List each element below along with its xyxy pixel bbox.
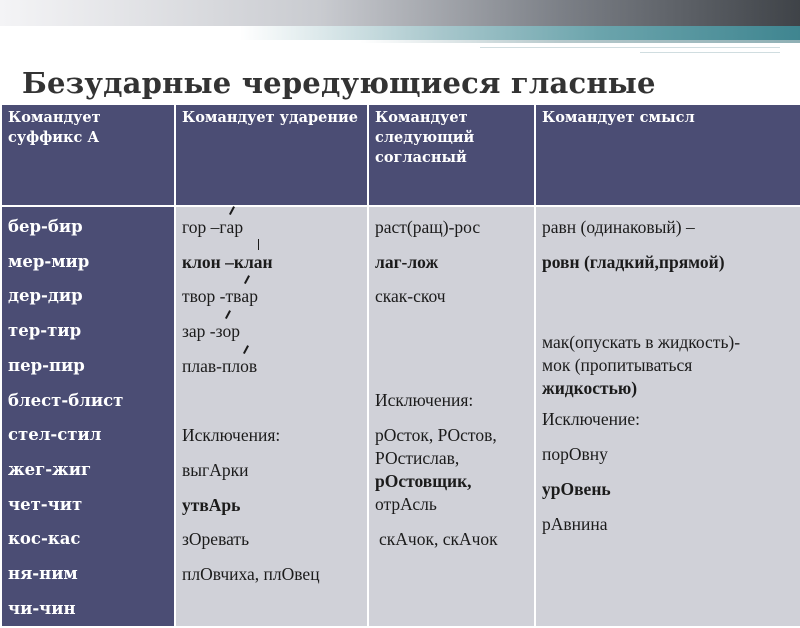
header-meaning: Командует смысл <box>535 104 800 206</box>
meaning-root: мок (пропитываться <box>542 355 693 376</box>
stress-root: твор -твар <box>182 279 361 314</box>
header-row <box>1 104 800 206</box>
meaning-column <box>535 206 800 627</box>
suffix-column <box>1 206 175 627</box>
exception-word: отрАсль <box>375 494 437 515</box>
exception-word: урОвень <box>542 478 611 499</box>
exception-word: порОвну <box>542 444 608 465</box>
header-suffix: Командует суффикс А <box>1 104 175 206</box>
root-pair: кос-кас <box>8 529 81 549</box>
stressed-vowel: а <box>227 210 235 245</box>
consonant-root: лаг-лож <box>375 251 439 272</box>
body-row <box>1 206 800 627</box>
root-pair: блест-блист <box>8 390 124 410</box>
stress-root: гор –гар <box>182 210 361 245</box>
exception-word: РОстислав, <box>375 448 460 469</box>
exception-label: Исключение: <box>542 409 640 430</box>
root-pair: бер-бир <box>8 217 83 236</box>
root-pair: чет-чит <box>8 494 83 514</box>
meaning-root: жидкостью) <box>542 378 638 399</box>
root-pair: жег-жиг <box>8 459 92 479</box>
exceptions-label: Исключения: <box>182 425 281 446</box>
root-pair: тер-тир <box>8 321 82 341</box>
root-pair: чи-чин <box>8 598 76 618</box>
root-pair: пер-пир <box>8 355 85 375</box>
stressed-vowel: а <box>254 245 263 280</box>
exception-word: зОревать <box>182 529 250 550</box>
exception-word: скАчок, скАчок <box>379 529 498 550</box>
decor-line <box>0 40 800 43</box>
slide-title: Безударные чередующиеся гласные <box>22 66 656 100</box>
header-stress: Командует ударение <box>175 104 368 206</box>
stressed-vowel: о <box>240 349 249 384</box>
vowels-table <box>0 103 800 628</box>
exception-word: рОсток, РОстов, <box>375 425 497 446</box>
consonant-root: скак-скоч <box>375 286 446 307</box>
exception-word: рАвнина <box>542 513 608 534</box>
exceptions-label: Исключения: <box>375 390 474 411</box>
top-decor-band <box>0 0 800 26</box>
root-pair: дер-дир <box>8 286 83 306</box>
stressed-vowel: о <box>223 314 232 349</box>
meaning-root: ровн (гладкий,прямой) <box>542 251 725 272</box>
meaning-root: мак(опускать в жидкость)- <box>542 332 741 353</box>
consonant-column <box>368 206 535 627</box>
stress-root: зар -зор <box>182 314 361 349</box>
stress-root: клон –клан <box>182 245 361 280</box>
stressed-vowel: а <box>241 279 249 314</box>
teal-decor-band <box>0 26 800 40</box>
header-consonant: Командует следующий согласный <box>368 104 535 206</box>
consonant-root: раст(ращ)-рос <box>375 217 481 237</box>
meaning-root: равн (одинаковый) – <box>542 217 695 237</box>
exception-word: плОвчиха, плОвец <box>182 564 320 585</box>
root-pair: мер-мир <box>8 251 90 271</box>
stress-root: плав-плов <box>182 349 361 384</box>
exception-word: выгАрки <box>182 459 249 480</box>
stress-column <box>175 206 368 627</box>
exception-word: рОстовщик, <box>375 471 472 492</box>
root-pair: ня-ним <box>8 564 78 584</box>
exception-word: утвАрь <box>182 494 241 515</box>
decor-strip <box>640 52 780 57</box>
root-pair: стел-стил <box>8 425 102 445</box>
